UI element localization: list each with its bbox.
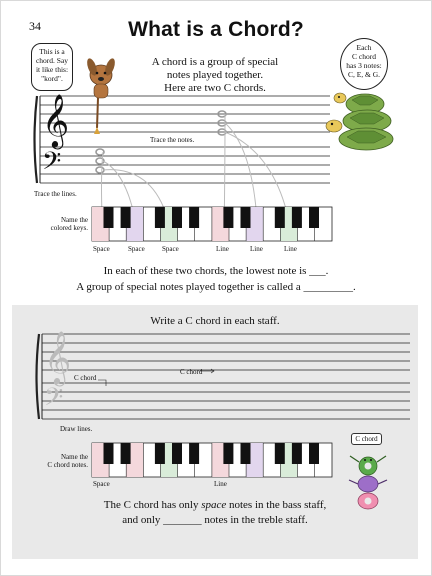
space-label: Space <box>93 480 110 488</box>
name-keys-line-1: Name the <box>60 216 88 224</box>
name-c-chord-line-1: Name the <box>60 453 88 461</box>
dog-bubble-line-4: "kord". <box>41 74 63 83</box>
name-c-chord-line-2: C chord notes. <box>47 461 88 469</box>
treble-clef-trace-icon: 𝄞 <box>44 330 72 384</box>
turtle-bubble-line-1: Each <box>356 43 372 52</box>
trace-notes-label: Trace the notes. <box>150 136 195 144</box>
key-label-4: Line <box>216 245 229 253</box>
page-title: What is a Chord? <box>128 18 304 41</box>
key-label-5: Line <box>250 245 263 253</box>
treble-clef-icon: 𝄞 <box>42 93 70 147</box>
question-1[interactable]: In each of these two chords, the lowest note is ___. <box>103 265 329 277</box>
dog-bubble-line-2: chord. Say <box>35 56 69 65</box>
top-keyboard <box>92 207 332 241</box>
key-label-2: Space <box>128 245 145 253</box>
exercise-title: Write a C chord in each staff. <box>150 315 280 327</box>
footer-text-after: notes in the bass staff, <box>226 499 327 511</box>
turtle-bubble-line-3: has 3 notes: <box>346 61 382 70</box>
dog-icon <box>85 57 117 134</box>
footer-text-before: The C chord has only <box>103 499 202 511</box>
turtle-bubble-line-2: C chord <box>352 52 376 61</box>
bass-clef-icon: 𝄢 <box>42 147 62 182</box>
c-chord-middle-label: C chord <box>180 368 203 376</box>
key-label-6: Line <box>284 245 297 253</box>
trace-lines-label: Trace the lines. <box>34 190 77 198</box>
footer-text-italic: space <box>201 499 227 511</box>
line-label: Line <box>214 480 227 488</box>
key-label-1: Space <box>93 245 110 253</box>
c-chord-left-label: C chord <box>74 374 97 382</box>
draw-lines-label: Draw lines. <box>60 425 93 433</box>
turtle-stack-icon <box>326 93 393 150</box>
turtle-bubble-line-4: C, E, & G. <box>347 70 381 79</box>
key-label-3: Space <box>162 245 179 253</box>
intro-line-2: notes played together. <box>166 69 264 81</box>
exercise-footer-1 <box>12 499 418 511</box>
name-keys-label <box>30 216 88 232</box>
page-number: 34 <box>29 19 41 33</box>
intro-line-1: A chord is a group of special <box>151 56 279 68</box>
brace-top <box>35 96 38 183</box>
bass-clef-trace-icon: 𝄢 <box>44 383 64 418</box>
name-c-chord-label <box>30 453 88 469</box>
name-keys-line-2: colored keys. <box>50 224 88 232</box>
c-chord-badge: C chord <box>351 433 382 445</box>
treble-staff-top <box>40 96 330 132</box>
bottom-keyboard <box>92 443 332 477</box>
bass-staff-top <box>40 147 330 183</box>
intro-line-3: Here are two C chords. <box>164 82 266 94</box>
question-2[interactable]: A group of special notes played together is called a _________. <box>76 281 356 293</box>
dog-bubble-line-3: it like this: <box>35 65 69 74</box>
exercise-footer-2[interactable]: and only _______ notes in the treble staff. <box>122 514 308 526</box>
dog-bubble-line-1: This is a <box>39 47 65 56</box>
